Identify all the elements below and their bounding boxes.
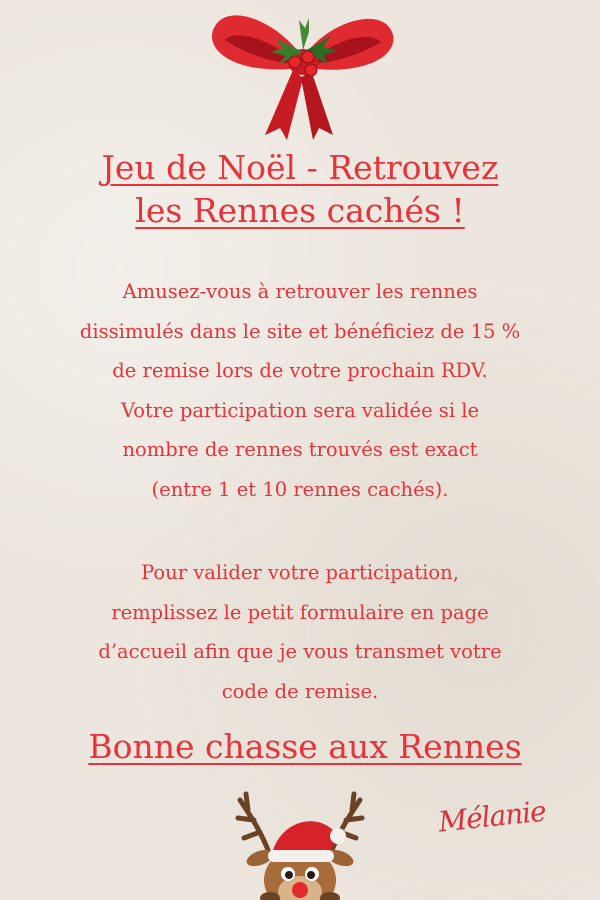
rules-paragraph: [40, 272, 560, 510]
title-line-1: Jeu de Noël - Retrouvez: [101, 148, 499, 187]
validation-line: remplissez le petit formulaire en page: [111, 600, 489, 624]
rules-line: de remise lors de votre prochain RDV.: [112, 359, 488, 383]
rules-line: nombre de rennes trouvés est exact: [122, 438, 478, 462]
title-line-2: les Rennes cachés !: [135, 191, 465, 230]
closing-message: Bonne chasse aux Rennes: [88, 727, 522, 766]
reindeer-icon: [220, 780, 380, 900]
signature: Mélanie: [436, 794, 548, 839]
validation-line: d’accueil afin que je vous transmet votre: [98, 640, 502, 664]
validation-paragraph: [40, 553, 560, 711]
rules-line: dissimulés dans le site et bénéficiez de 15 %: [79, 319, 521, 343]
validation-line: code de remise.: [221, 679, 379, 703]
christmas-bow-icon: [205, 0, 400, 140]
validation-line: Pour valider votre participation,: [141, 561, 459, 584]
rules-line: Amusez-vous à retrouver les rennes: [122, 280, 478, 303]
page-title: [0, 146, 600, 232]
rules-line: (entre 1 et 10 rennes cachés).: [151, 477, 449, 501]
rules-line: Votre participation sera validée si le: [120, 398, 480, 422]
